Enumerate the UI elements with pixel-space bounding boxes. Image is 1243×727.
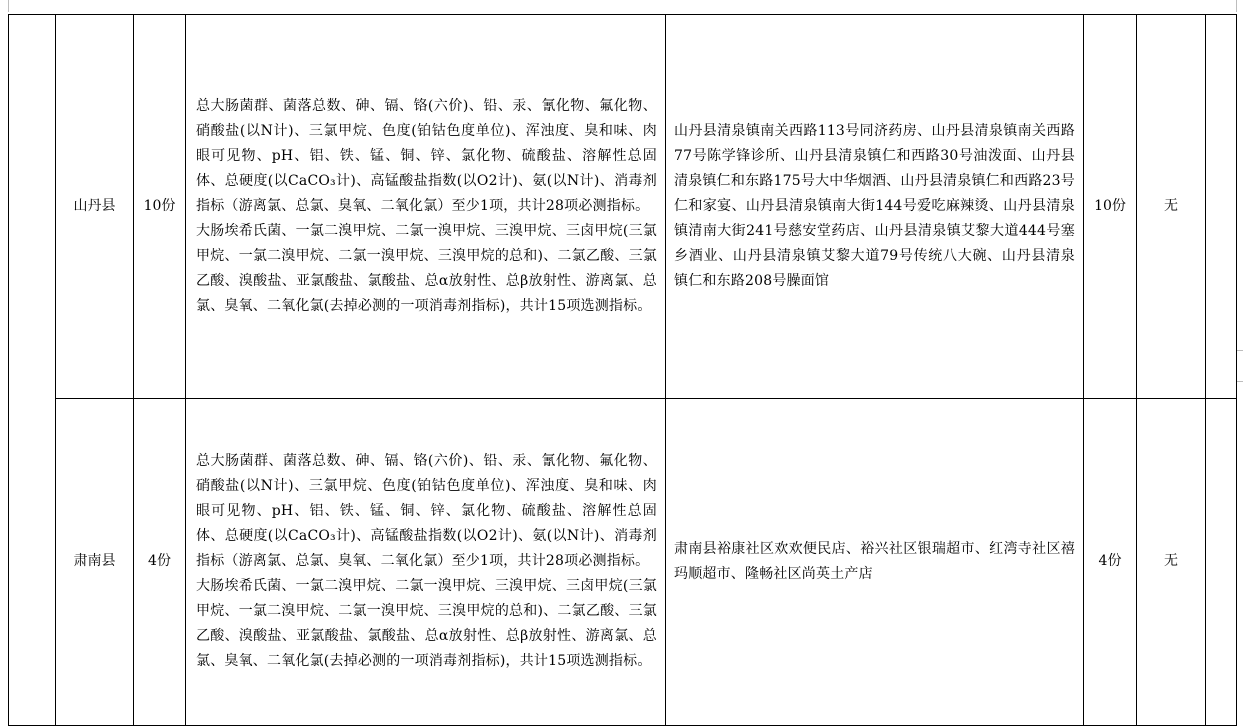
sample-count-cell: 4份: [134, 398, 186, 725]
page-corner-mark-right: [1236, 0, 1237, 12]
sampling-address-text: 肃南县裕康社区欢欢便民店、裕兴社区银瑞超市、红湾寺社区禧玛顺超市、隆畅社区尚英土产店: [674, 540, 1075, 582]
quantity-cell: 4份: [1084, 398, 1137, 725]
table-row: [9, 15, 1237, 399]
required-items-text: 总大肠菌群、菌落总数、砷、镉、铬(六价)、铅、汞、氰化物、氟化物、硝酸盐(以N计)、三氯甲烷、色度(铂钴色度单位)、浑浊度、臭和味、肉眼可见物、pH、铝、铁、锰、铜、锌、氯化物、硫酸盐、溶解性总固体、总硬度(以CaCO₃计)、高锰酸盐指数(以O2计)、氨(以N计)、消毒剂指标（游离氯、总氯、臭氧、二氧化氯）至少1项，共计28项必测指标。: [196, 97, 657, 214]
sampling-address-text: 山丹县清泉镇南关西路113号同济药房、山丹县清泉镇南关西路77号陈学锋诊所、山丹县清泉镇仁和西路30号油泼面、山丹县清泉镇仁和东路175号大中华烟酒、山丹县清泉镇仁和西路23号仁和家宴、山丹县清泉镇南大街144号爱吃麻辣烫、山丹县清泉镇清南大街241号慈安堂药店、山丹县清泉镇艾黎大道444号塞乡酒业、山丹县清泉镇艾黎大道79号传统八大碗、山丹县清泉镇仁和东路208号臊面馆: [674, 122, 1075, 289]
page-corner-mark-left: [8, 0, 9, 12]
sampling-address-cell: [666, 398, 1084, 725]
extra-blank-cell: [1206, 398, 1237, 725]
county-cell: 肃南县: [56, 398, 134, 725]
page-side-mark-bottom: [1237, 381, 1243, 382]
sampling-table: [8, 14, 1237, 726]
quantity-cell: 10份: [1084, 15, 1137, 399]
table-row: [9, 398, 1237, 725]
optional-items-text: 大肠埃希氏菌、一氯二溴甲烷、二氯一溴甲烷、三溴甲烷、三卤甲烷(三氯甲烷、一氯二溴甲烷、二氯一溴甲烷、三溴甲烷的总和)、二氯乙酸、三氯乙酸、溴酸盐、亚氯酸盐、氯酸盐、总α放射性、总β放射性、游离氯、总氯、臭氧、二氧化氯(去掉必测的一项消毒剂指标)，共计15项选测指标。: [196, 578, 657, 670]
required-items-text: 总大肠菌群、菌落总数、砷、镉、铬(六价)、铅、汞、氰化物、氟化物、硝酸盐(以N计)、三氯甲烷、色度(铂钴色度单位)、浑浊度、臭和味、肉眼可见物、pH、铝、铁、锰、铜、锌、氯化物、硫酸盐、溶解性总固体、总硬度(以CaCO₃计)、高锰酸盐指数(以O2计)、氨(以N计)、消毒剂指标（游离氯、总氯、臭氧、二氧化氯）至少1项，共计28项必测指标。: [196, 453, 657, 570]
county-cell: 山丹县: [56, 15, 134, 399]
sampling-address-cell: [666, 15, 1084, 399]
remark-cell: 无: [1137, 398, 1206, 725]
remark-cell: 无: [1137, 15, 1206, 399]
test-items-cell: [186, 398, 666, 725]
sample-count-cell: 10份: [134, 15, 186, 399]
merged-blank-cell: [9, 15, 56, 726]
page-side-mark-top: [1237, 350, 1243, 351]
optional-items-text: 大肠埃希氏菌、一氯二溴甲烷、二氯一溴甲烷、三溴甲烷、三卤甲烷(三氯甲烷、一氯二溴甲烷、二氯一溴甲烷、三溴甲烷的总和)、二氯乙酸、三氯乙酸、溴酸盐、亚氯酸盐、氯酸盐、总α放射性、总β放射性、游离氯、总氯、臭氧、二氧化氯(去掉必测的一项消毒剂指标)，共计15项选测指标。: [196, 222, 657, 314]
extra-blank-cell: [1206, 15, 1237, 399]
test-items-cell: [186, 15, 666, 399]
